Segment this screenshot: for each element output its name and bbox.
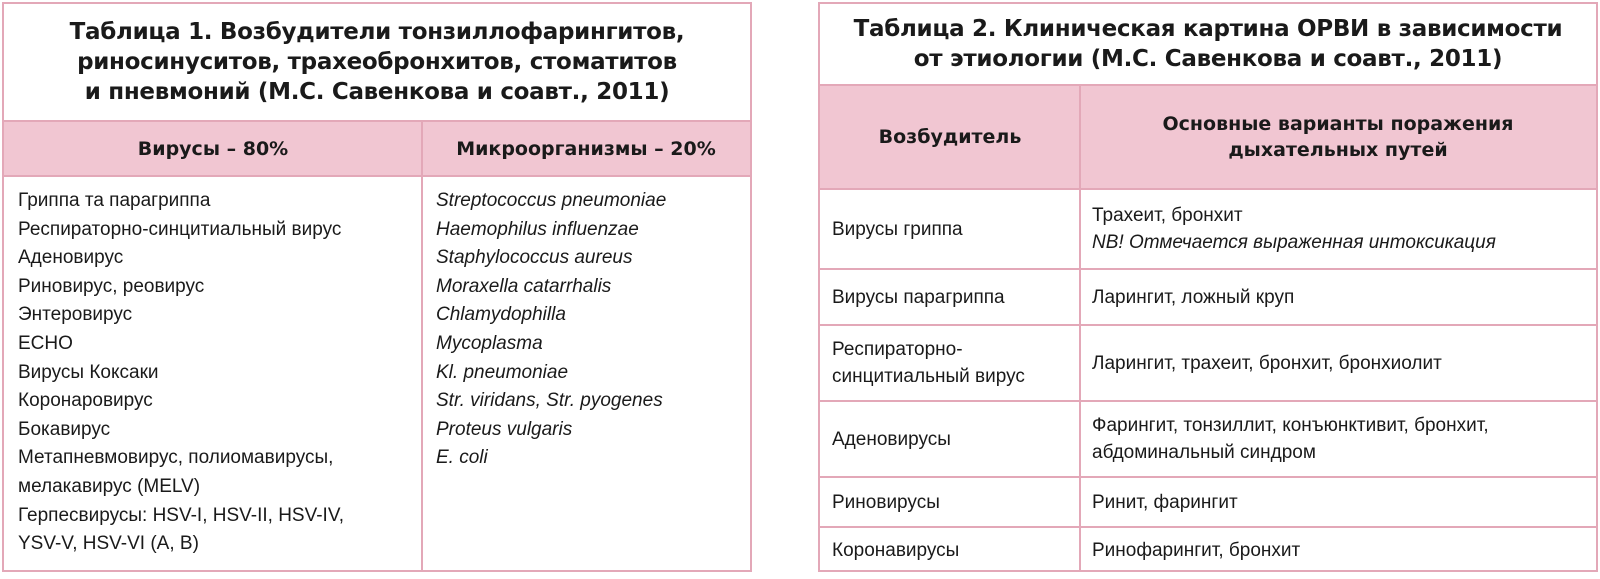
table-2-header-variants: Основные варианты поражения дыхательных путей [1162,113,1514,161]
table-1-viruses-list [18,187,344,559]
pathogen-cell [820,326,1080,400]
table-row [820,478,1596,528]
pathogen-name: Респираторно- синцитиальный вирус [832,339,1025,387]
list-item: Haemophilus influenzae [436,218,639,240]
list-item: Str. viridans, Str. pyogenes [436,390,663,412]
pathogen-cell [820,402,1080,476]
table-1-column-divider [421,122,423,570]
list-item: Бокавирус [18,418,111,440]
list-item: Энтеровирус [18,304,133,326]
list-item: Риновирус, реовирус [18,275,205,297]
list-item: Kl. pneumoniae [436,361,569,383]
pathogen-name: Аденовирусы [832,428,951,450]
list-item: Респираторно-синцитиальный вирус [18,218,342,240]
variants-cell [1080,270,1596,324]
table-1-title: Таблица 1. Возбудители тонзиллофарингитов, риносинуситов, трахеобронхитов, стоматитов и пневмоний (М.С. Савенкова и соавт., 2011) [4,4,750,122]
pathogen-cell [820,190,1080,268]
pathogen-cell [820,528,1080,572]
pathogen-name: Риновирусы [832,491,940,513]
variants-text: Ларингит, трахеит, бронхит, бронхиолит [1092,352,1442,374]
variants-text: Ларингит, ложный круп [1092,286,1295,308]
variants-text: Трахеит, бронхит [1092,205,1243,226]
pathogen-cell [820,270,1080,324]
list-item: Метапневмовирус, полиомавирусы, [18,447,334,469]
list-item: Коронаровирус [18,390,153,412]
table-2 [818,2,1598,572]
list-item: Proteus vulgaris [436,418,573,440]
pathogen-name: Вирусы гриппа [832,218,963,240]
list-item: Гриппа та парагриппа [18,190,211,211]
list-item: Staphylococcus aureus [436,247,633,269]
list-item: Chlamydophilla [436,304,566,326]
list-item: YSV-V, HSV-VI (A, B) [18,533,199,555]
table-1-header-viruses: Вирусы – 80% [137,137,289,160]
list-item: Аденовирус [18,247,124,269]
table-row [820,270,1596,326]
list-item: Герпесвирусы: HSV-I, HSV-II, HSV-IV, [18,504,345,526]
list-item: Вирусы Коксаки [18,361,159,383]
table-1 [2,2,752,572]
table-1-microorganisms-list [436,187,666,473]
variants-cell [1080,402,1596,476]
table-1-header-microorganisms: Микроорганизмы – 20% [456,137,716,160]
table-2-header-pathogen: Возбудитель [878,126,1022,148]
variants-note: NB! Отмечается выраженная интоксикация [1092,232,1496,253]
list-item: Streptococcus pneumoniae [436,190,667,211]
variants-text: Фарингит, тонзиллит, конъюнктивит, бронхит, абдоминальный синдром [1092,415,1489,463]
table-row [820,402,1596,478]
table-2-body [820,190,1596,570]
list-item: Moraxella catarrhalis [436,275,612,297]
variants-cell [1080,326,1596,400]
variants-text: Ринофарингит, бронхит [1092,539,1301,561]
pathogen-name: Вирусы парагриппа [832,286,1005,308]
table-row [820,326,1596,402]
table-2-title: Таблица 2. Клиническая картина ОРВИ в зависимости от этиологии (М.С. Савенкова и соавт., 2011) [820,4,1596,86]
variants-cell [1080,528,1596,572]
variants-text: Ринит, фарингит [1092,491,1238,513]
list-item: мелакавирус (MELV) [18,475,201,497]
pathogen-cell [820,478,1080,526]
table-row [820,528,1596,572]
pathogen-name: Коронавирусы [832,539,960,561]
list-item: E. coli [436,447,488,469]
list-item: ECHO [18,332,73,354]
list-item: Mycoplasma [436,332,543,354]
variants-cell [1080,478,1596,526]
table-2-header-row [820,86,1596,190]
variants-cell [1080,190,1596,268]
table-row [820,190,1596,270]
table-1-header-row [4,122,750,177]
